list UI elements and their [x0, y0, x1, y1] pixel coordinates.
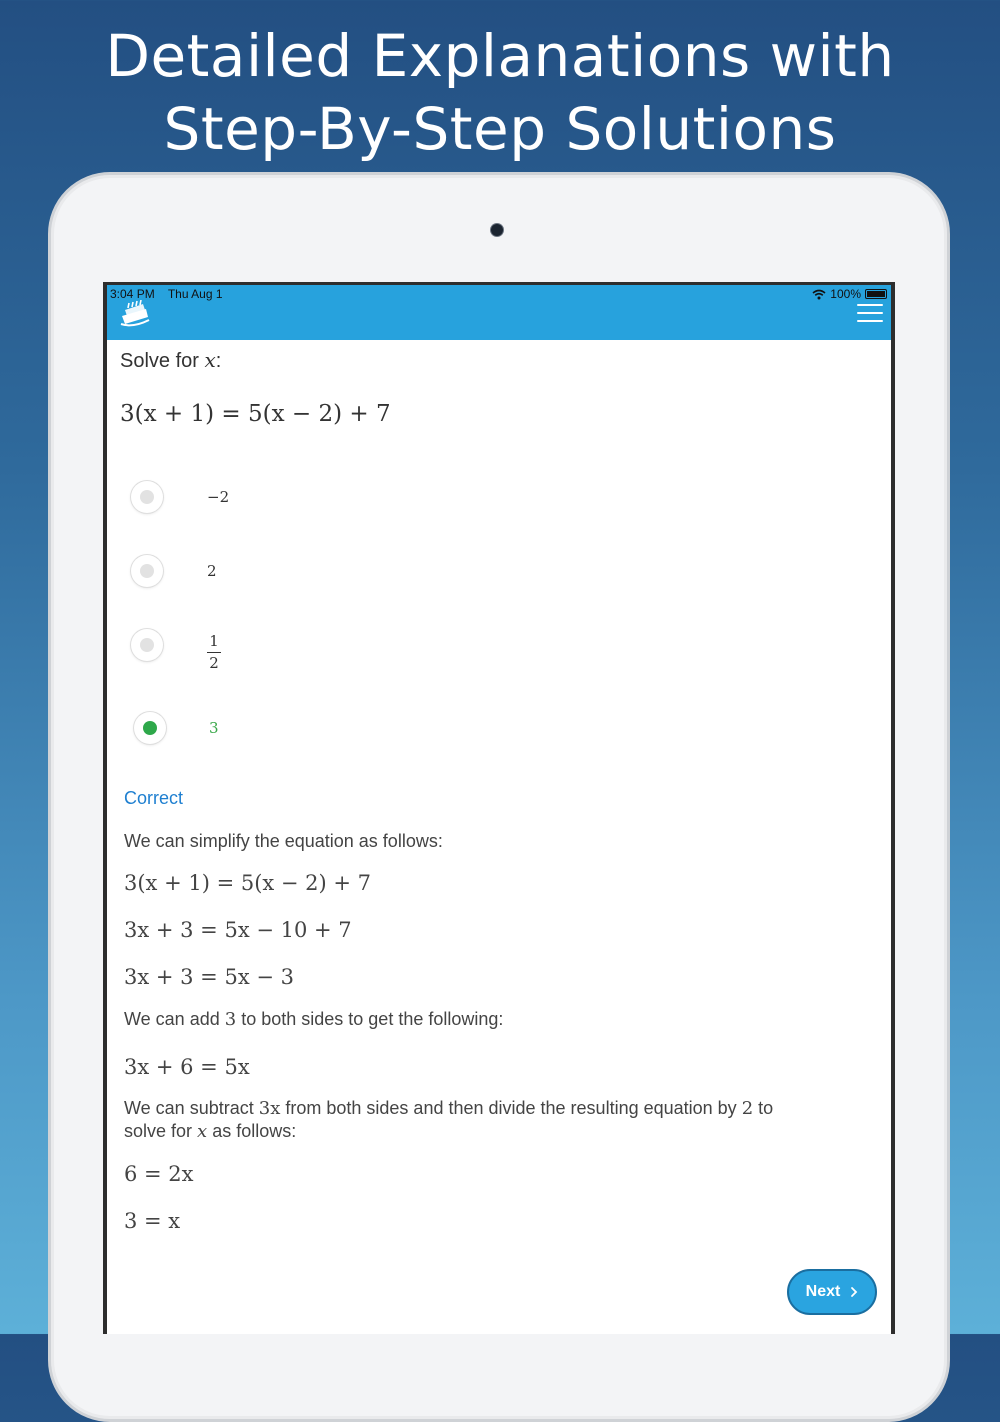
sub-divisor: 2 [741, 1098, 754, 1119]
battery-percent: 100% [830, 287, 861, 301]
app-logo-icon[interactable] [119, 300, 151, 333]
tablet-screen [103, 282, 895, 1334]
sub-value: 3x [258, 1098, 281, 1119]
option-radio-1[interactable] [131, 481, 163, 513]
explanation-step-4: 3x + 6 = 5x [124, 1055, 250, 1079]
next-button-label: Next [805, 1283, 841, 1300]
fraction-numerator: 1 [209, 632, 219, 650]
headline-line-2: Step-By-Step Solutions [163, 95, 837, 163]
add-text-b: to both sides to get the following: [241, 1009, 504, 1029]
option-radio-2[interactable] [131, 555, 163, 587]
sub-text-c: to [758, 1098, 774, 1118]
option-label-1: −2 [207, 488, 230, 506]
chevron-right-icon [850, 1286, 858, 1298]
question-prompt [120, 348, 221, 373]
sub-text-e: as follows: [212, 1121, 297, 1141]
headline-line-1: Detailed Explanations with [105, 22, 895, 90]
add-text-a: We can add [124, 1009, 220, 1029]
battery-icon [865, 289, 887, 299]
front-camera [491, 224, 503, 236]
option-radio-4[interactable] [134, 712, 166, 744]
explanation-step-2: 3x + 3 = 5x − 10 + 7 [124, 918, 352, 942]
fraction-denominator: 2 [209, 654, 219, 672]
feedback-status: Correct [124, 788, 184, 808]
next-button[interactable] [787, 1269, 877, 1315]
explanation-step-3: 3x + 3 = 5x − 3 [124, 965, 294, 989]
status-bar-right [812, 287, 887, 301]
add-value: 3 [224, 1009, 237, 1030]
app-header [107, 285, 891, 340]
explanation-subtract-text-line-1 [124, 1098, 773, 1119]
option-label-3-fraction [207, 633, 221, 672]
prompt-text: Solve for [120, 350, 199, 372]
option-radio-3[interactable] [131, 629, 163, 661]
prompt-variable: x [204, 348, 216, 372]
status-date: Thu Aug 1 [167, 287, 223, 301]
option-label-4: 3 [209, 719, 219, 737]
marketing-headline [0, 20, 1000, 166]
explanation-subtract-text-line-2 [124, 1121, 296, 1142]
option-label-2: 2 [207, 562, 217, 580]
explanation-intro: We can simplify the equation as follows: [124, 831, 443, 851]
sub-text-d: solve for [124, 1121, 193, 1141]
status-time: 3:04 PM [110, 287, 155, 301]
explanation-step-1: 3(x + 1) = 5(x − 2) + 7 [124, 871, 372, 895]
explanation-step-6: 3 = x [124, 1209, 181, 1233]
sub-var: x [197, 1121, 208, 1142]
explanation-step-5: 6 = 2x [124, 1162, 194, 1186]
wifi-icon [812, 289, 826, 300]
app-screen [107, 285, 891, 1334]
explanation-add-text [124, 1009, 503, 1030]
prompt-colon: : [215, 350, 222, 372]
sub-text-b: from both sides and then divide the resulting equation by [285, 1098, 737, 1118]
question-equation: 3(x + 1) = 5(x − 2) + 7 [120, 401, 391, 427]
hamburger-menu-icon[interactable] [857, 304, 883, 324]
status-bar-left [110, 287, 233, 301]
sub-text-a: We can subtract [124, 1098, 254, 1118]
